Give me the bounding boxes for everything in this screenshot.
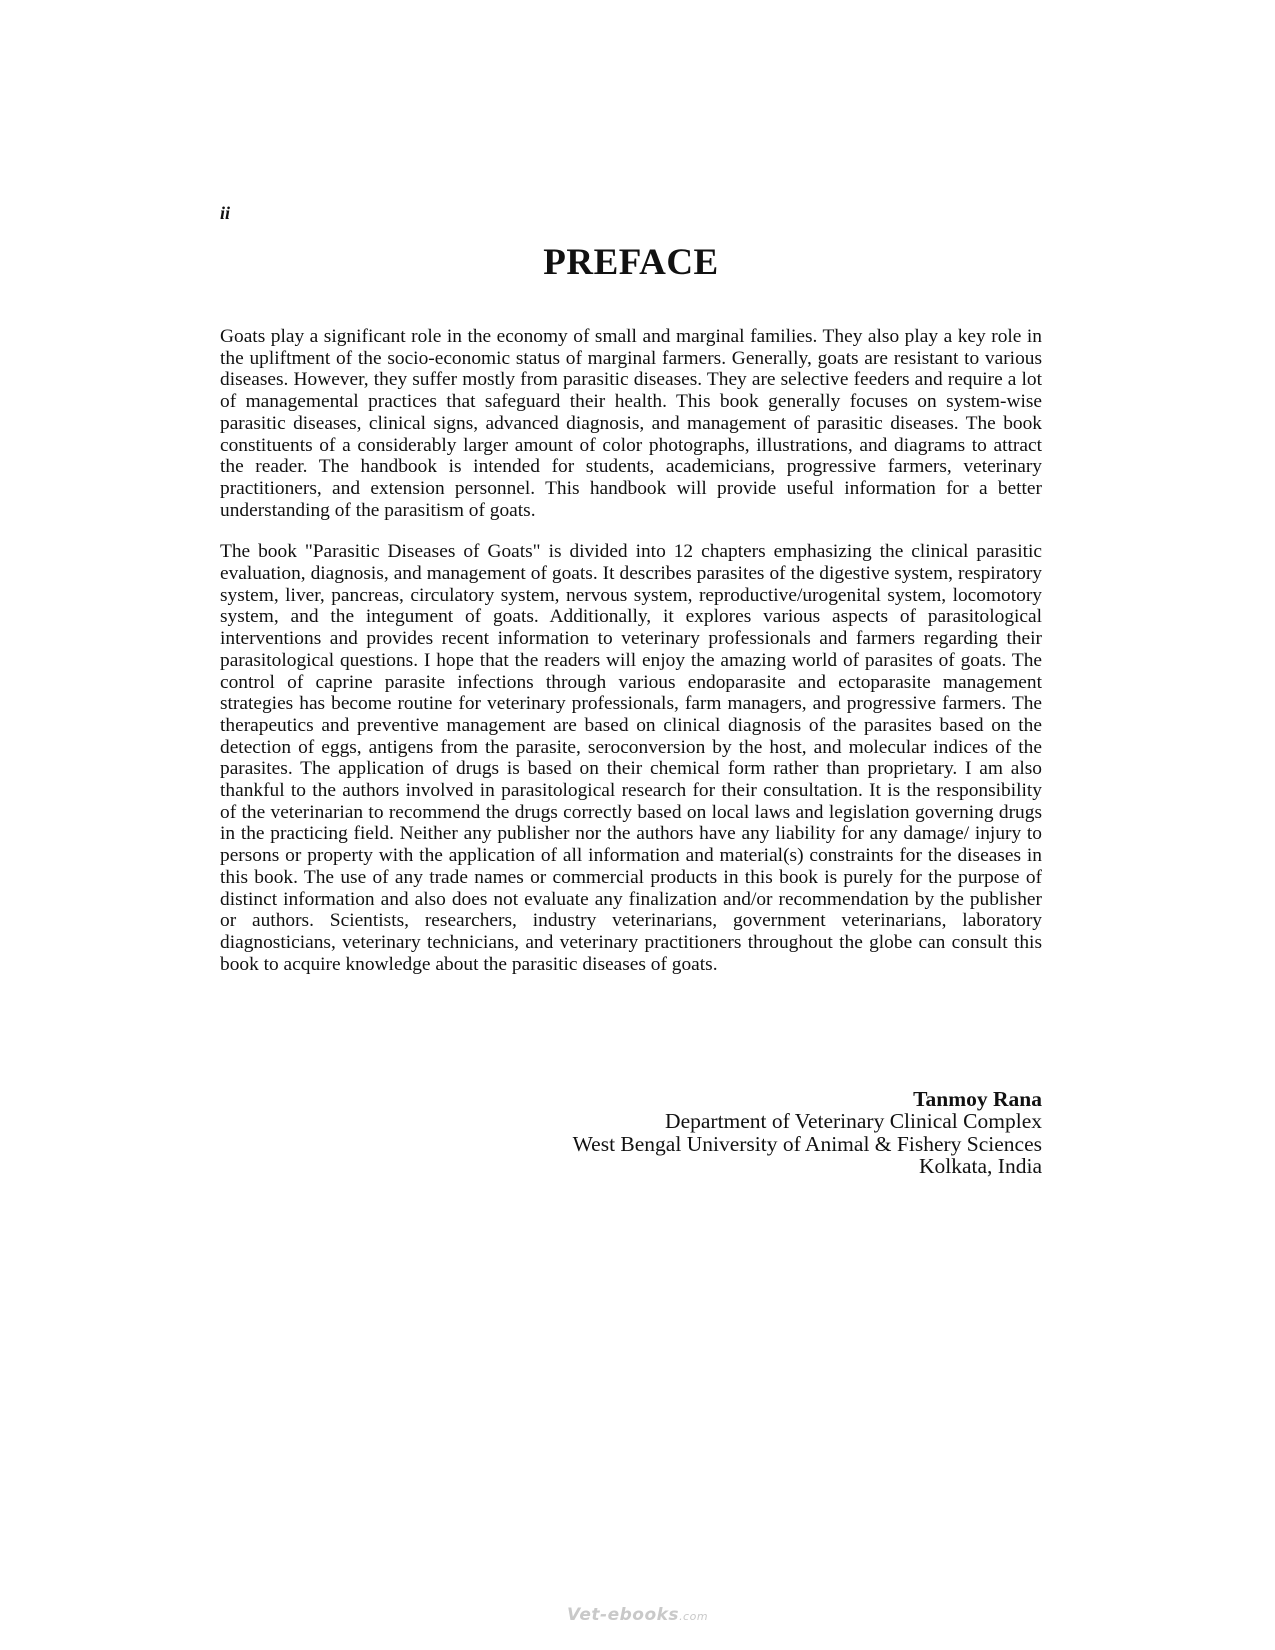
signature-block [573,1088,1042,1177]
watermark-logo [0,1605,1275,1625]
page-title: PREFACE [543,242,719,283]
preface-paragraph-2: The book "Parasitic Diseases of Goats" is divided into 12 chapters emphasizing the clinical parasitic evaluation, diagnosis, and management of goats. It describes parasites of the digestive system, respiratory system, liver, pancreas, circulatory system, nervous system, reproductive/urogenital system, locomotory system, and the integument of goats. Additionally, it explores various aspects of parasitological interventions and provides recent information to veterinary professionals and farmers regarding their parasitological questions. I hope that the readers will enjoy the amazing world of parasites of goats. The control of caprine parasite infections through various endoparasite and ectoparasite management strategies has become routine for veterinary professionals, farm managers, and progressive farmers. The therapeutics and preventive management are based on clinical diagnosis of the parasites based on the detection of eggs, antigens from the parasite, seroconversion by the host, and molecular indices of the parasites. The application of drugs is based on their chemical form rather than proprietary. I am also thankful to the authors involved in parasitological research for their consultation. It is the responsibility of the veterinarian to recommend the drugs correctly based on local laws and legislation governing drugs in the practicing field. Neither any publisher nor the authors have any liability for any damage/ injury to persons or property with the application of all information and material(s) constraints for the diseases in this book. The use of any trade names or commercial products in this book is purely for the purpose of distinct information and also does not evaluate any finalization and/or recommendation by the publisher or authors. Scientists, researchers, industry veterinarians, government veterinarians, laboratory diagnosticians, veterinary technicians, and veterinary practitioners throughout the globe can consult this book to acquire knowledge about the parasitic diseases of goats. [220,541,1042,975]
author-location: Kolkata, India [919,1153,1042,1178]
watermark-main: Vet-ebooks [566,1605,680,1625]
preface-paragraph-1: Goats play a significant role in the economy of small and marginal families. They also play a key role in the upliftment of the socio-economic status of marginal farmers. Generally, goats are resistant to various diseases. However, they suffer mostly from parasitic diseases. They are selective feeders and require a lot of managemental practices that safeguard their health. This book generally focuses on system-wise parasitic diseases, clinical signs, advanced diagnosis, and management of parasitic diseases. The book constituents of a considerably larger amount of color photographs, illustrations, and diagrams to attract the reader. The handbook is intended for students, academicians, progressive farmers, veterinary practitioners, and extension personnel. This handbook will provide useful information for a better understanding of the parasitism of goats. [220,326,1042,521]
watermark-suffix: .com [679,1610,709,1623]
author-department: Department of Veterinary Clinical Complex [665,1109,1042,1134]
author-name: Tanmoy Rana [913,1087,1042,1111]
preface-body [220,326,1042,995]
page-number: ii [220,203,231,223]
author-institution: West Bengal University of Animal & Fishery Sciences [572,1131,1042,1156]
